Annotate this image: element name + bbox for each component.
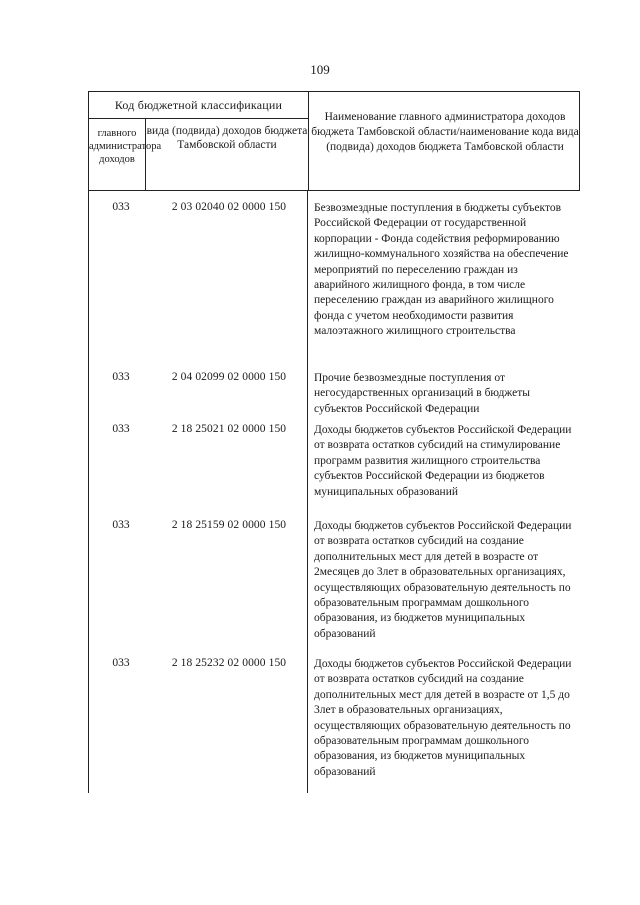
revenue-code: 2 03 02040 02 0000 150 [171, 201, 287, 213]
header-divider [89, 118, 308, 119]
revenue-name: Безвозмездные поступления в бюджеты субъектов Российской Федерации от государственной корпорации - Фонда содействия реформированию жилищно-коммунального хозяйства на обеспечение мероприятий по переселению граждан из аварийного жилищного фонда, в том числе переселению граждан из аварийного жилищного фонда с учетом необходимости развития малоэтажного жилищного строительства [314, 202, 569, 338]
header-kbk: Код бюджетной классификации [114, 98, 283, 112]
revenue-name: Доходы бюджетов субъектов Российской Федерации от возврата остатков субсидий на создание дополнительных мест для детей в возрасте от 2месяцев до 3лет в образовательных организациях, осуществляющих образовательную деятельность по образовательным программам дошкольного образования, из бюджетов муниципальных образований [314, 520, 572, 640]
revenue-code: 2 18 25232 02 0000 150 [171, 657, 287, 669]
revenue-code: 2 18 25159 02 0000 150 [171, 519, 287, 531]
column-line [88, 191, 89, 793]
admin-code: 033 [112, 657, 130, 669]
revenue-name: Прочие безвозмездные поступления от негосударственных организаций в бюджеты субъектов Российской Федерации [314, 372, 530, 415]
admin-code: 033 [112, 423, 130, 435]
revenue-code: 2 04 02099 02 0000 150 [171, 371, 287, 383]
revenue-name: Доходы бюджетов субъектов Российской Федерации от возврата остатков субсидий на стимулирование программ развития жилищного строительства субъектов Российской Федерации из бюджетов муниципальных образований [314, 424, 572, 498]
admin-code: 033 [112, 201, 130, 213]
budget-classification-table [88, 91, 580, 793]
column-line [307, 191, 308, 793]
table-body [88, 191, 580, 793]
revenue-code: 2 18 25021 02 0000 150 [171, 423, 287, 435]
admin-code: 033 [112, 519, 130, 531]
page-number: 109 [310, 62, 330, 77]
revenue-name: Доходы бюджетов субъектов Российской Федерации от возврата остатков субсидий на создание дополнительных мест для детей в возрасте от 1,5 до 3лет в образовательных организациях, осуществляющих образовательную деятельность по образовательным программам дошкольного образования, из бюджетов муниципальных образований [314, 658, 572, 778]
admin-code: 033 [112, 371, 130, 383]
header-name-column: Наименование главного администратора доходов бюджета Тамбовской области/наименование кода вида (подвида) доходов бюджета Тамбовской области [311, 111, 579, 153]
table-header [88, 91, 580, 191]
header-vid-column: вида (подвида) доходов бюджета Тамбовской области [146, 125, 308, 151]
header-admin-column: главного администратора доходов [89, 128, 162, 165]
